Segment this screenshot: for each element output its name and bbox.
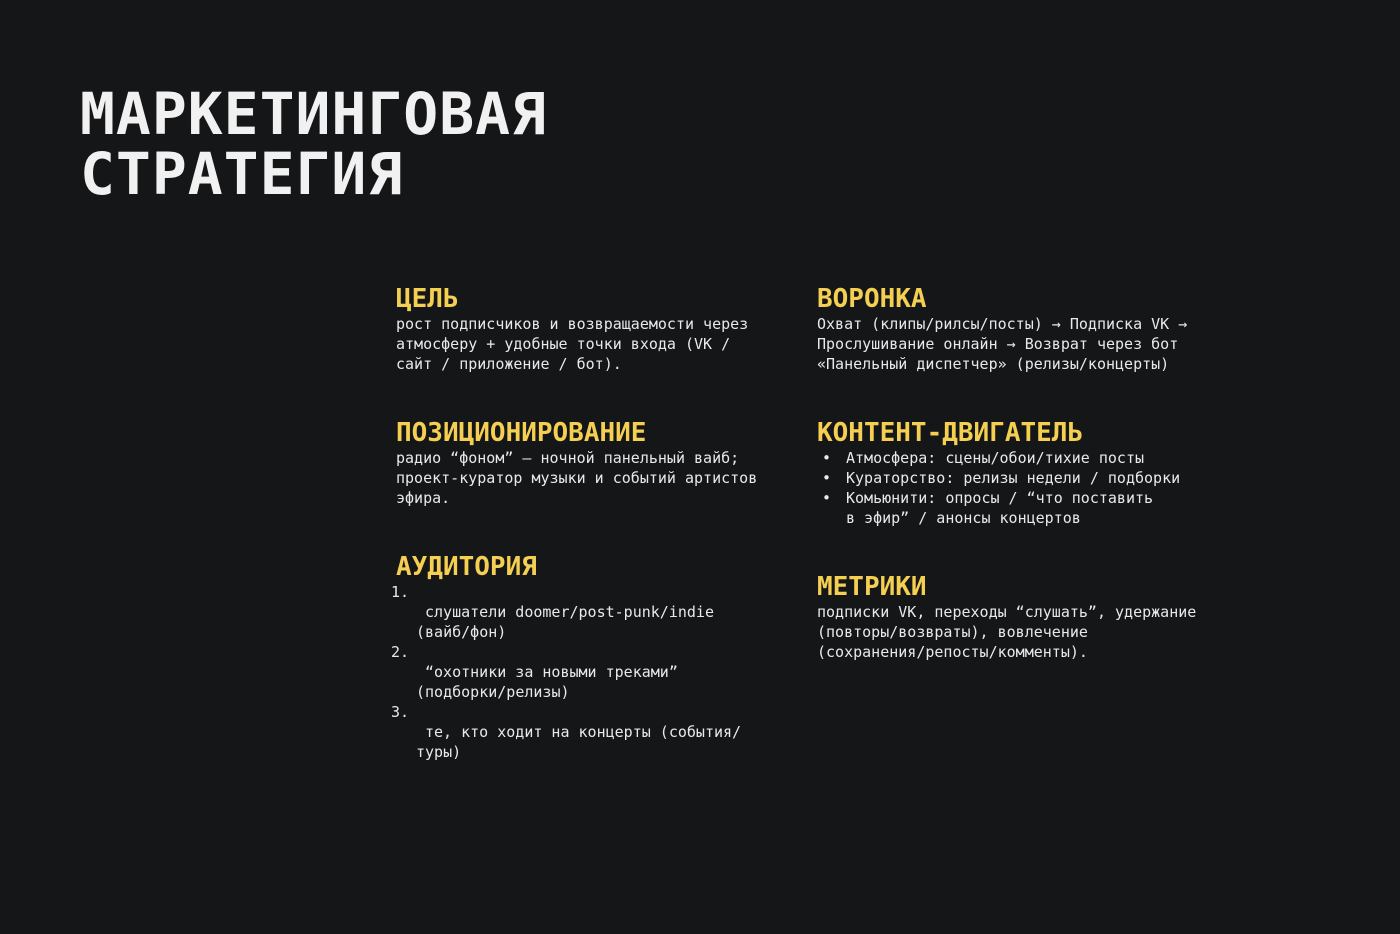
- content-engine-list: [817, 448, 1180, 528]
- list-item: • Атмосфера: сцены/обои/тихие посты: [817, 448, 1180, 468]
- list-item-text: слушатели doomer/post-punk/indie (вайб/фон): [416, 603, 714, 641]
- list-item: [391, 642, 741, 702]
- funnel-text: Охват (клипы/рилсы/посты) → Подписка VK → Прослушивание онлайн → Возврат через бот «Панельный диспетчер» (релизы/концерты): [817, 315, 1188, 373]
- funnel-section: [817, 284, 1187, 374]
- page-title: [80, 80, 547, 208]
- goal-section: [396, 284, 748, 374]
- content-engine-section: [817, 418, 1180, 528]
- positioning-section: [396, 418, 757, 508]
- list-item-text: “охотники за новыми треками” (подборки/релизы): [416, 663, 678, 701]
- funnel-heading: ВОРОНКА: [817, 284, 927, 314]
- list-item: [391, 582, 741, 642]
- metrics-text: подписки VK, переходы “слушать”, удержание (повторы/возвраты), вовлечение (сохранения/репосты/комменты).: [817, 603, 1197, 661]
- content-engine-heading: КОНТЕНТ-ДВИГАТЕЛЬ: [817, 418, 1084, 448]
- list-item: • Кураторство: релизы недели / подборки: [817, 468, 1180, 488]
- positioning-heading: ПОЗИЦИОНИРОВАНИЕ: [396, 418, 647, 448]
- positioning-text: радио “фоном” — ночной панельный вайб; проект-куратор музыки и событий артистов эфира.: [396, 449, 758, 507]
- audience-heading: АУДИТОРИЯ: [396, 552, 537, 582]
- list-item: • Комьюнити: опросы / “что поставить в эфир” / анонсы концертов: [817, 488, 1180, 528]
- goal-text: рост подписчиков и возвращаемости через атмосферу + удобные точки входа (VK / сайт / приложение / бот).: [396, 315, 749, 373]
- list-item-number: 3.: [391, 703, 410, 721]
- list-item: [391, 702, 742, 762]
- list-item-text: те, кто ходит на концерты (события/ туры): [416, 723, 742, 761]
- goal-heading: ЦЕЛЬ: [396, 284, 459, 314]
- page-title-line-1: МАРКЕТИНГОВАЯ: [80, 80, 547, 148]
- list-item-number: 2.: [391, 643, 410, 661]
- audience-list: [391, 582, 742, 762]
- list-item-number: 1.: [391, 583, 410, 601]
- audience-section: [391, 552, 742, 762]
- page-title-line-2: СТРАТЕГИЯ: [80, 140, 404, 208]
- metrics-heading: МЕТРИКИ: [817, 572, 927, 602]
- metrics-section: [817, 572, 1196, 662]
